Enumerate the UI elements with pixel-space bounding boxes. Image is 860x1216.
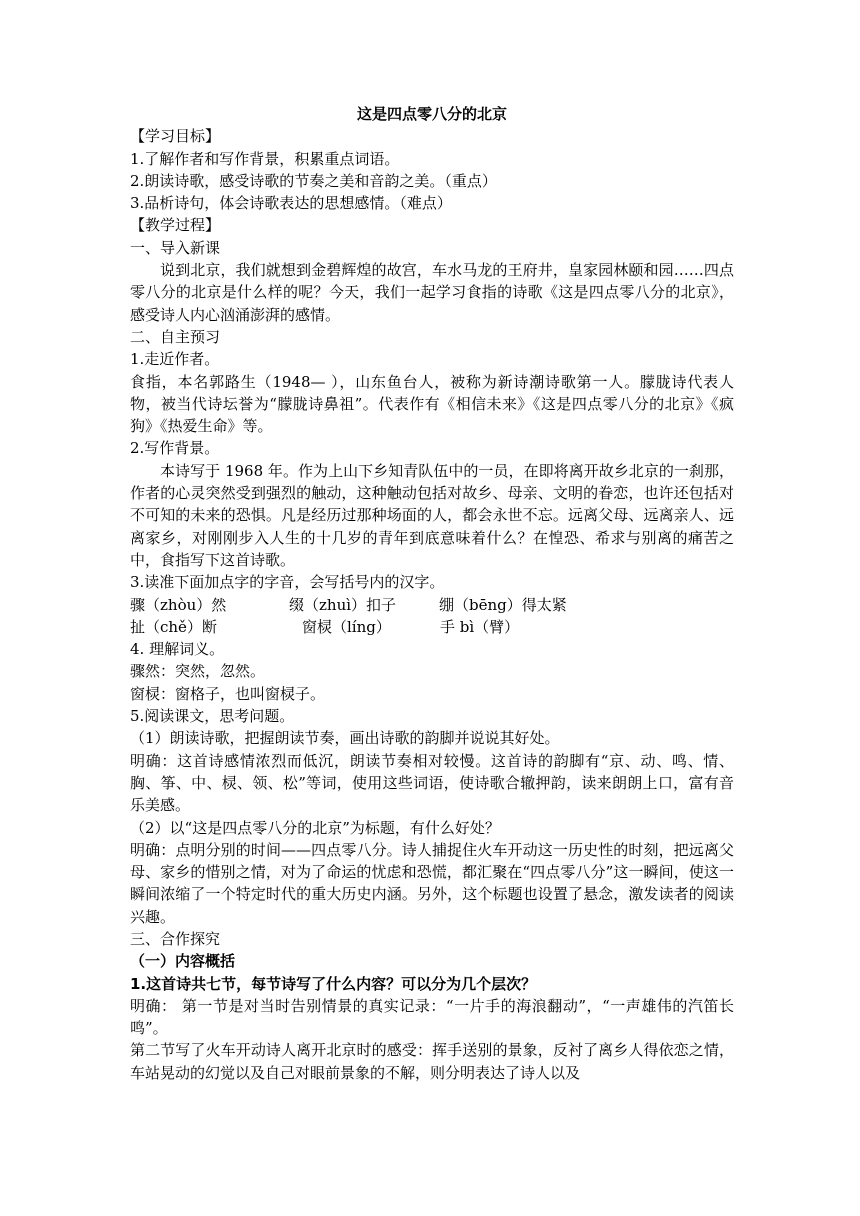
question: （2）以“这是四点零八分的北京”为标题，有什么好处？ — [130, 818, 500, 837]
intro-paragraph: 说到北京，我们就想到金碧辉煌的故宫，车水马龙的王府井，皇家园林颐和园……四点零八分的北京是什么样的呢？今天，我们一起学习食指的诗歌《这是四点零八分的北京》，感受诗人内心汹涌澎湃的感情。 — [130, 261, 734, 324]
question: （1）朗读诗歌，把握朗读节奏，画出诗歌的韵脚并说说其好处。 — [130, 729, 560, 748]
process-heading: 【教学过程】 — [130, 216, 221, 235]
vocab-item: 窗棂：窗格子，也叫窗棂子。 — [130, 684, 326, 703]
pinyin-item: 窗棂（líng） — [302, 617, 391, 636]
background-heading: 2.写作背景。 — [130, 439, 220, 458]
pinyin-item: 手 bì（臂） — [440, 617, 520, 636]
answer: 明确： 第一节是对当时告别情景的真实记录：“一片手的海浪翻动”，“一声雄伟的汽笛长鸣”。 — [130, 996, 734, 1038]
pinyin-item: 骤（zhòu）然 — [130, 595, 227, 614]
pronounce-heading: 3.读准下面加点字的字音，会写括号内的汉字。 — [130, 573, 445, 592]
document-title: 这是四点零八分的北京 — [356, 105, 507, 123]
section-heading: 三、合作探究 — [130, 929, 221, 948]
author-heading: 1.走近作者。 — [130, 350, 220, 369]
vocab-item: 骤然：突然，忽然。 — [130, 662, 266, 681]
background-paragraph: 本诗写于 1968 年。作为上山下乡知青队伍中的一员，在即将离开故乡北京的一刹那，作者的心灵突然受到强烈的触动，这种触动包括对故乡、母亲、文明的眷恋，也许还包括对不可知的未来的恐惧。凡是经历过那种场面的人，都会永世不忘。远离父母、远离亲人、远离家乡，对刚刚步入人生的十几岁的青年到底意味着什么？在惶恐、希求与别离的痛苦之中，食指写下这首诗歌。 — [130, 461, 734, 569]
pinyin-row — [130, 594, 734, 616]
pinyin-item: 绷（bēng）得太紧 — [439, 595, 567, 614]
pinyin-item: 缀（zhuì）扣子 — [289, 595, 397, 614]
section-heading: 一、导入新课 — [130, 238, 221, 257]
goal-item: 1.了解作者和写作背景，积累重点词语。 — [130, 149, 400, 168]
pinyin-item: 扯（chě）断 — [130, 617, 217, 636]
read-heading: 5.阅读课文，思考问题。 — [130, 707, 295, 726]
question-bold: 1.这首诗共七节，每节诗写了什么内容？可以分为几个层次？ — [130, 974, 537, 993]
vocab-heading: 4. 理解词义。 — [130, 640, 225, 659]
goal-item: 2.朗读诗歌，感受诗歌的节奏之美和音韵之美。（重点） — [130, 171, 497, 190]
document-body — [130, 103, 734, 1084]
goals-heading: 【学习目标】 — [130, 127, 221, 146]
answer: 明确：点明分别的时间——四点零八分。诗人捕捉住火车开动这一历史性的时刻，把远离父母、家乡的惜别之情，对为了命运的忧虑和恐慌，都汇聚在“四点零八分”这一瞬间，使这一瞬间浓缩了一个特定时代的重大历史内涵。另外，这个标题也设置了悬念，激发读者的阅读兴趣。 — [130, 840, 734, 926]
answer: 第二节写了火车开动诗人离开北京时的感受：挥手送别的景象，反衬了离乡人得依恋之情，车站晃动的幻觉以及自己对眼前景象的不解，则分明表达了诗人以及 — [130, 1041, 734, 1082]
section-heading: 二、自主预习 — [130, 327, 221, 346]
pinyin-row — [130, 616, 734, 638]
goal-item: 3.品析诗句，体会诗歌表达的思想感情。（难点） — [130, 194, 452, 213]
subsection-heading: （一）内容概括 — [130, 952, 236, 971]
author-paragraph: 食指，本名郭路生（1948— ），山东鱼台人，被称为新诗潮诗歌第一人。朦胧诗代表人物，被当代诗坛誉为“朦胧诗鼻祖”。代表作有《相信未来》《这是四点零八分的北京》《疯狗》《热爱生命》等。 — [130, 372, 734, 436]
answer: 明确：这首诗感情浓烈而低沉，朗读节奏相对较慢。这首诗的韵脚有“京、动、鸣、情、胸、筝、中、棂、领、松”等词，使用这些词语，使诗歌合辙押韵，读来朗朗上口，富有音乐美感。 — [130, 751, 734, 815]
